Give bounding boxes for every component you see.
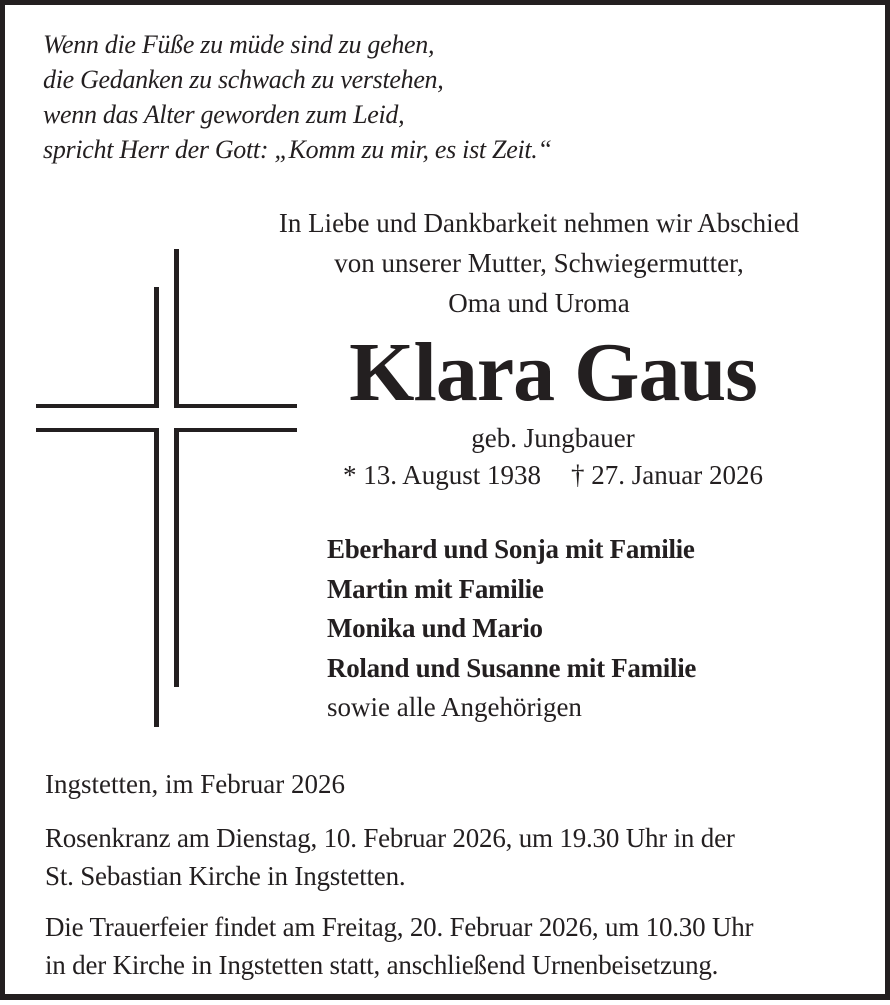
mourner-family: Martin mit Familie: [327, 573, 544, 604]
farewell-intro: [239, 203, 839, 323]
cross-line: [174, 404, 297, 408]
intro-line: In Liebe und Dankbarkeit nehmen wir Abschied: [278, 208, 800, 238]
mourner-family: Monika und Mario: [327, 613, 543, 643]
intro-line: Oma und Uroma: [448, 288, 630, 318]
cross-line: [154, 287, 159, 408]
mourner-others: sowie alle Angehörigen: [327, 692, 582, 722]
cross-line: [36, 404, 159, 408]
life-dates: [305, 457, 801, 493]
poem-line: wenn das Alter geworden zum Leid,: [43, 100, 405, 129]
funeral-line: in der Kirche in Ingstetten statt, anschließend Urnenbeisetzung.: [45, 950, 719, 980]
rosary-line: St. Sebastian Kirche in Ingstetten.: [45, 861, 406, 891]
place-date: Ingstetten, im Februar 2026: [45, 769, 345, 799]
death-date: † 27. Januar 2026: [571, 460, 763, 490]
rosary-line: Rosenkranz am Dienstag, 10. Februar 2026, um 19.30 Uhr in der: [45, 823, 735, 853]
mourner-family: Roland und Susanne mit Familie: [327, 652, 697, 683]
cross-line: [36, 428, 159, 432]
poem-line: spricht Herr der Gott: „Komm zu mir, es ist Zeit.“: [43, 135, 552, 164]
birth-date: * 13. August 1938: [343, 460, 542, 490]
cross-line: [154, 428, 159, 727]
mourners-list: [327, 530, 696, 728]
cross-line: [174, 428, 297, 432]
intro-line: von unserer Mutter, Schwiegermutter,: [334, 248, 744, 278]
poem-line: die Gedanken zu schwach zu verstehen,: [43, 65, 444, 94]
poem-line: Wenn die Füße zu müde sind zu gehen,: [43, 30, 435, 59]
birth-name: geb. Jungbauer: [471, 423, 635, 453]
funeral-line: Die Trauerfeier findet am Freitag, 20. Februar 2026, um 10.30 Uhr: [45, 912, 754, 942]
deceased-name: Klara Gaus: [349, 326, 757, 419]
cross-line: [174, 249, 179, 408]
rosary-notice: [45, 819, 735, 895]
funeral-notice: [45, 908, 753, 984]
mourner-family: Eberhard und Sonja mit Familie: [327, 534, 695, 564]
cross-line: [174, 428, 179, 687]
